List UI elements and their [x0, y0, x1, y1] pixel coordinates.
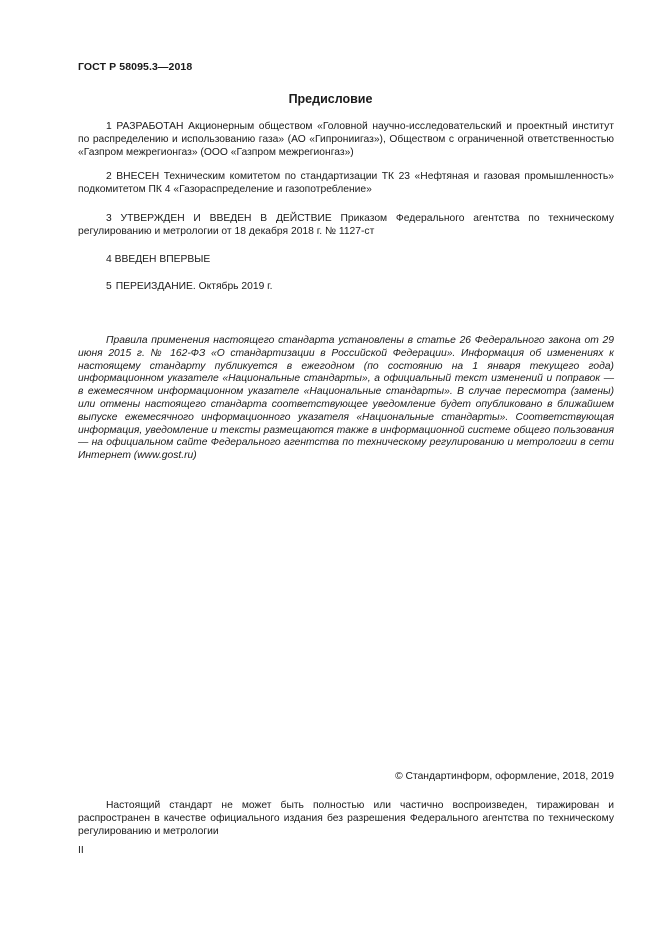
foreword-item-5: [78, 281, 614, 294]
foreword-item-text: РАЗРАБОТАН Акционерным обществом «Головной научно-исследовательский и проектный институт по распределению и использованию газа» (АО «Гипрониигаз»), Обществом с ограниченной ответственностью «Газпром межрегионгаз» (ООО «Газпром межрегионгаз»): [78, 121, 614, 158]
foreword-item-number: 3: [106, 213, 112, 224]
legal-notice: Настоящий стандарт не может быть полностью или частично воспроизведен, тиражирован и распространен в качестве официального издания без разрешения Федерального агентства по техническому регулированию и метрологии: [78, 800, 614, 837]
standard-code: ГОСТ Р 58095.3—2018: [78, 61, 193, 73]
foreword-item-2: [78, 171, 614, 197]
foreword-item-number: 2: [106, 171, 112, 182]
foreword-item-number: 1: [106, 121, 112, 132]
foreword-item-number: 4: [106, 254, 112, 265]
foreword-item-3: [78, 213, 614, 239]
foreword-item-text: ПЕРЕИЗДАНИЕ. Октябрь 2019 г.: [115, 281, 273, 292]
foreword-item-text: ВНЕСЕН Техническим комитетом по стандартизации ТК 23 «Нефтяная и газовая промышленность» подкомитетом ПК 4 «Газораспределение и газопотребление»: [78, 171, 614, 195]
foreword-item-4: [78, 254, 614, 267]
copyright-line: © Стандартинформ, оформление, 2018, 2019: [395, 771, 614, 782]
foreword-item-text: УТВЕРЖДЕН И ВВЕДЕН В ДЕЙСТВИЕ Приказом Федерального агентства по техническому регулированию и метрологии от 18 декабря 2018 г. № 1127-ст: [78, 213, 614, 237]
application-rules-notice: Правила применения настоящего стандарта установлены в статье 26 Федерального закона от 29 июня 2015 г. № 162-ФЗ «О стандартизации в Российской Федерации». Информация об изменениях к настоящему стандарту публикуется в ежегодном (по состоянию на 1 января текущего года) информационном указателе «Национальные стандарты», а официальный текст изменений и поправок — в ежемесячном информационном указателе «Национальные стандарты». В случае пересмотра (замены) или отмены настоящего стандарта соответствующее уведомление будет опубликовано в ближайшем выпуске ежемесячного информационного указателя «Национальные стандарты». Соответствующая информация, уведомление и тексты размещаются также в информационной системе общего пользования — на официальном сайте Федерального агентства по техническому регулированию и метрологии в сети Интернет (www.gost.ru): [78, 335, 614, 462]
foreword-item-1: [78, 121, 614, 159]
page-number: II: [78, 845, 84, 856]
foreword-title: Предисловие: [288, 92, 373, 106]
foreword-item-number: 5: [106, 281, 112, 292]
foreword-item-text: ВВЕДЕН ВПЕРВЫЕ: [114, 254, 211, 265]
